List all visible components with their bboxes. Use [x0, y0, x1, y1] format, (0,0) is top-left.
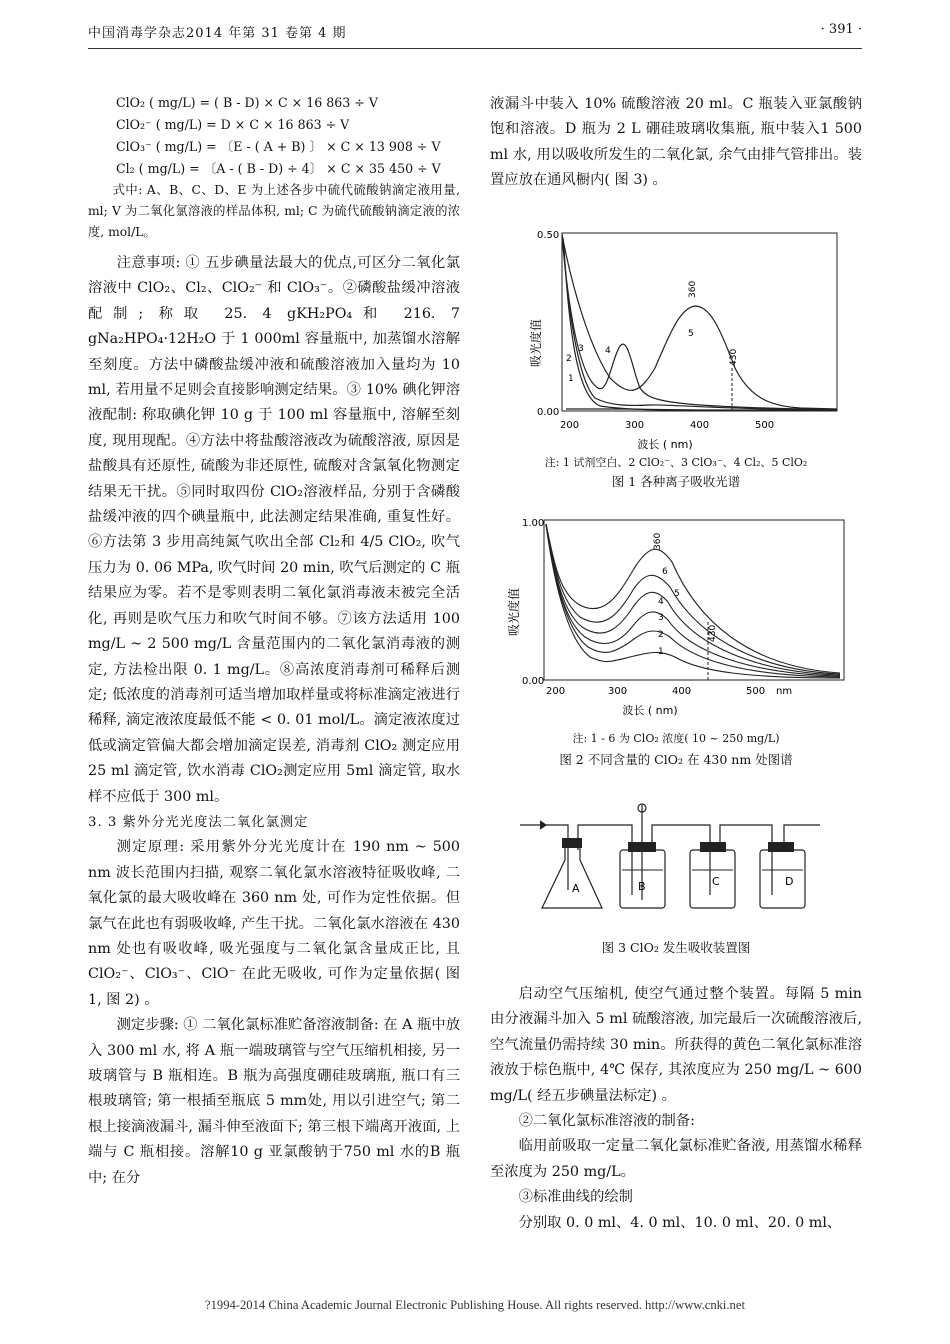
- fig2-note: 注: 1 - 6 为 ClO₂ 浓度( 10 ~ 250 mg/L): [572, 732, 780, 745]
- flask-a: [542, 845, 602, 908]
- paragraph-procedure: 启动空气压缩机, 使空气通过整个装置。每隔 5 min 由分液漏斗加入 5 ml 硫酸溶液, 加完最后一次硫酸溶液后, 空气流量仍需持续 30 min。所获得的黄色二氧化氯标准溶液放于棕色瓶中, 4℃ 保存, 其浓度应为 250 mg/L ~ 600 mg/L( 经五步碘量法标定) 。: [490, 986, 862, 1104]
- paragraph-dilution: 临用前吸取一定量二氧化氯标准贮备液, 用蒸馏水稀释至浓度为 250 mg/L。: [490, 1138, 862, 1180]
- stopper-d: [768, 842, 794, 852]
- fig2-curve-1: [546, 524, 840, 678]
- fig1-ytick-bottom: 0.00: [537, 407, 560, 418]
- right-column-lower: [490, 982, 862, 1236]
- fig3-caption: 图 3 ClO₂ 发生吸收装置图: [601, 940, 751, 955]
- left-column: [88, 92, 460, 1191]
- fig2-xtick-500: 500: [746, 686, 766, 697]
- fig2-curves: [546, 524, 840, 678]
- tube-b-c: [652, 825, 710, 895]
- fig1-curves: [562, 234, 837, 410]
- figure-3-apparatus: [520, 800, 850, 915]
- bottle-d: [760, 850, 805, 908]
- fig1-curve-label-3: 3: [578, 344, 584, 354]
- tube-a-b: [578, 825, 632, 895]
- formula-note: 式中: A、B、C、D、E 为上述各步中硫代硫酸钠滴定液用量, ml; V 为二氧化氯溶液的样品体积, ml; C 为硫代硫酸钠滴定液的浓度, mol/L。: [88, 183, 460, 239]
- fig1-ylabel: 吸光度值: [529, 318, 543, 368]
- paragraph-continued: 液漏斗中装入 10% 硫酸溶液 20 ml。C 瓶装入亚氯酸钠饱和溶液。D 瓶为 2 L 硼硅玻璃收集瓶, 瓶中装入1 500 ml 水, 用以吸收所发生的二氧化氯, 余气由排气管排出。装置应放在通风橱内( 图 3) 。: [490, 96, 862, 189]
- fig2-xunit: nm: [776, 686, 793, 697]
- fig2-curve-label-5: 5: [674, 589, 680, 599]
- figure-1-spectrum: [500, 228, 860, 453]
- label-d: D: [785, 875, 794, 888]
- page-number: · 391 ·: [820, 22, 862, 37]
- section-heading: 3. 3 紫外分光光度法二氧化氯测定: [88, 814, 309, 830]
- formula-clo2-minus: ClO₂⁻ ( mg/L) = D × C × 16 863 ÷ V: [116, 117, 350, 132]
- fig2-curve-label-3: 3: [658, 613, 664, 623]
- fig1-caption: 图 1 各种离子吸收光谱: [611, 474, 741, 489]
- fig2-curve-label-2: 2: [658, 630, 664, 640]
- fig1-430-label: 430: [729, 348, 739, 366]
- paragraph-volumes: 分别取 0. 0 ml、4. 0 ml、10. 0 ml、20. 0 ml、: [518, 1214, 842, 1231]
- running-header: [88, 10, 862, 49]
- fig1-curve-5: [562, 234, 837, 409]
- fig2-xtick-300: 300: [608, 686, 628, 697]
- fig1-curve-4: [562, 236, 837, 410]
- journal-title: 中国消毒学杂志2014 年第 31 卷第 4 期: [88, 26, 347, 41]
- step-3-title: ③标准曲线的绘制: [518, 1189, 633, 1206]
- right-column: [490, 92, 862, 194]
- fig2-xtick-400: 400: [672, 686, 692, 697]
- stopper-c: [700, 842, 726, 852]
- formula-clo2: ClO₂ ( mg/L) = ( B - D) × C × 16 863 ÷ V: [116, 95, 378, 110]
- arrow-head: [540, 821, 546, 829]
- copyright-footer: ?1994-2014 China Academic Journal Electronic Publishing House. All rights reserved. http://www.cnki.net: [205, 1298, 745, 1312]
- fig1-xtick-300: 300: [625, 420, 645, 431]
- formula-cl2: Cl₂ ( mg/L) = 〔A - ( B - D) ÷ 4〕 × C × 35 450 ÷ V: [116, 161, 441, 176]
- fig2-curve-2: [546, 524, 840, 677]
- fig1-xlabel: 波长 ( nm): [637, 438, 693, 451]
- fig1-curve-label-5: 5: [688, 329, 694, 339]
- label-a: A: [572, 882, 580, 895]
- fig1-curve-label-2: 2: [566, 354, 572, 364]
- fig2-caption: 图 2 不同含量的 ClO₂ 在 430 nm 处图谱: [559, 752, 793, 767]
- stopper-a: [562, 838, 582, 848]
- fig1-frame: [562, 233, 837, 411]
- figure-2-spectrum: [500, 512, 860, 727]
- fig2-ytick-top: 1.00: [522, 518, 545, 529]
- fig1-curve-label-4: 4: [605, 346, 611, 356]
- fig1-xtick-500: 500: [755, 420, 775, 431]
- paragraph-steps: 测定步骤: ① 二氧化氯标准贮备溶液制备: 在 A 瓶中放入 300 ml 水, 将 A 瓶一端玻璃管与空气压缩机相接, 另一玻璃管与 B 瓶相连。B 瓶为高强度硼硅玻璃瓶, 瓶口有三根玻璃管; 第一根插至瓶底 5 mm处, 用以引进空气; 第二根上接滴液漏斗, 漏斗伸至液面下; 第三根下端离开液面, 上端与 C 瓶相接。溶解10 g 亚氯酸钠于750 ml 水的B 瓶中; 在分: [88, 1017, 460, 1186]
- fig2-curve-label-4: 4: [658, 597, 664, 607]
- tube-c-d: [720, 825, 772, 895]
- fig1-ytick-top: 0.50: [537, 230, 560, 241]
- fig1-xtick-400: 400: [690, 420, 710, 431]
- fig2-xlabel: 波长 ( nm): [622, 704, 678, 717]
- paragraph-principle: 测定原理: 采用紫外分光光度计在 190 nm ~ 500 nm 波长范围内扫描, 观察二氧化氯水溶液特征吸收峰, 二氧化氯的最大吸收峰在 360 nm 处, 可作为定性依据。但氯气在此也有弱吸收峰, 产生干扰。二氧化氯水溶液在 430 nm 处也有吸收峰, 吸光强度与二氧化氯含量成正比, 且 ClO₂⁻、ClO₃⁻、ClO⁻ 在此无吸收, 可作为定量依据( 图 1, 图 2) 。: [88, 839, 460, 1008]
- fig1-curve-3: [563, 238, 837, 410]
- fig2-curve-6: [546, 524, 840, 673]
- fig2-peak-label: 360: [653, 532, 663, 550]
- fig2-ytick-bottom: 0.00: [522, 676, 545, 687]
- fig1-xtick-200: 200: [560, 420, 580, 431]
- fig1-note: 注: 1 试剂空白、2 ClO₂⁻、3 ClO₃⁻、4 Cl₂、5 ClO₂: [544, 456, 808, 469]
- label-c: C: [712, 875, 720, 888]
- fig2-430-label: 430: [708, 624, 718, 642]
- paragraph-notes: 注意事项: ① 五步碘量法最大的优点,可区分二氧化氯溶液中 ClO₂、Cl₂、ClO₂⁻ 和 ClO₃⁻。②磷酸盐缓冲溶液配制; 称取 25. 4 gKH₂PO₄和 216. 7 gNa₂HPO₄·12H₂O 于 1 000ml 容量瓶中, 加蒸馏水溶解至刻度。方法中磷酸盐缓冲液和硫酸溶液加入量均为 10 ml, 若用量不足则会直接影响测定结果。③ 10% 碘化钾溶液配制: 称取碘化钾 10 g 于 100 ml 容量瓶中, 溶解至刻度, 现用现配。④方法中将盐酸溶液改为硫酸溶液, 原因是盐酸具有还原性, 硫酸为非还原性, 硫酸对含氯氧化物测定结果无干扰。⑤同时取四份 ClO₂溶液样品, 分别于含磷酸盐缓冲液的四个碘量瓶中, 此法测定结果准确, 重复性好。⑥方法第 3 步用高纯氮气吹出全部 Cl₂和 4/5 ClO₂, 吹气压力为 0. 06 MPa, 吹气时间 20 min, 吹气后测定的 C 瓶结果应为零。若不是零则表明二氧化氯消毒液未被完全活化, 再则是吹气压力和吹气时间不够。⑦该方法适用 100 mg/L ~ 2 500 mg/L 含量范围内的二氧化氯消毒液的测定, 方法检出限 0. 1 mg/L。⑧高浓度消毒剂可稀释后测定; 低浓度的消毒剂可适当增加取样量或将标准滴定液进行稀释, 滴定液浓度最低不能 < 0. 01 mol/L。滴定液浓度过低或滴定管偏大都会增加滴定误差, 消毒剂 ClO₂ 测定应用 25 ml 滴定管, 饮水消毒 ClO₂测定应用 5ml 滴定管, 取水样不应低于 300 ml。: [88, 255, 460, 805]
- label-b: B: [638, 880, 646, 893]
- fig1-curve-label-1: 1: [568, 374, 574, 384]
- step-2-title: ②二氧化氯标准溶液的制备:: [518, 1113, 695, 1130]
- fig2-ylabel: 吸光度值: [507, 587, 521, 637]
- stopper-b: [628, 842, 656, 852]
- fig2-curve-label-1: 1: [658, 647, 664, 657]
- fig2-curve-label-6: 6: [662, 567, 668, 577]
- fig1-peak-label: 360: [688, 280, 698, 298]
- fig2-xtick-200: 200: [546, 686, 566, 697]
- formula-clo3-minus: ClO₃⁻ ( mg/L) = 〔E - ( A + B) 〕 × C × 13 908 ÷ V: [116, 139, 441, 154]
